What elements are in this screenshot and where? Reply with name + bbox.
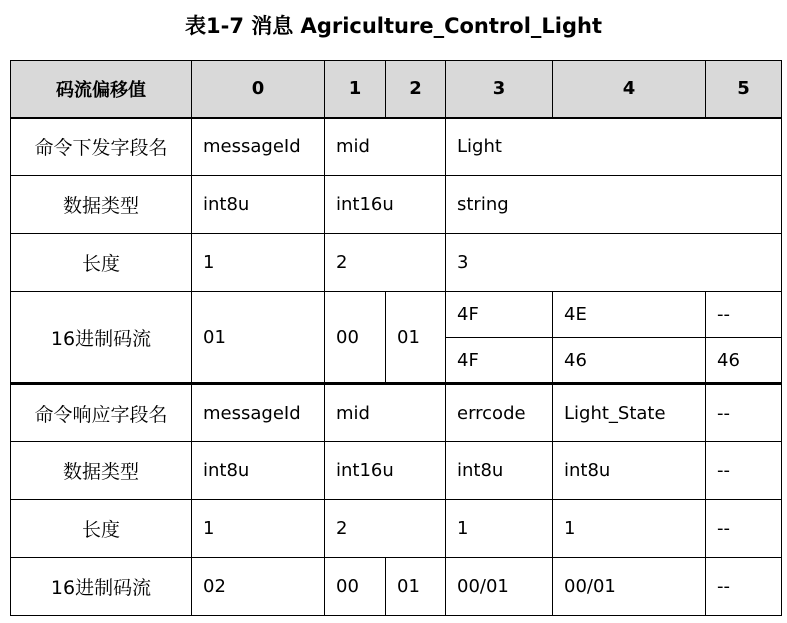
cell: 46	[706, 338, 782, 384]
response-field-row	[11, 384, 782, 442]
cell: errcode	[446, 384, 553, 442]
cell: 01	[192, 292, 325, 384]
row-label: 命令下发字段名	[11, 118, 192, 176]
cell: 3	[446, 234, 782, 292]
cell: 1	[192, 234, 325, 292]
response-type-row	[11, 442, 782, 500]
command-type-row	[11, 176, 782, 234]
cell: 2	[325, 500, 446, 558]
cell: Light	[446, 118, 782, 176]
cell: 2	[325, 234, 446, 292]
response-hex-row	[11, 558, 782, 616]
cell: messageId	[192, 384, 325, 442]
row-label: 长度	[11, 234, 192, 292]
cell: --	[706, 500, 782, 558]
cell: 46	[553, 338, 706, 384]
cell: --	[706, 384, 782, 442]
cell: 00/01	[553, 558, 706, 616]
message-table	[10, 60, 782, 616]
table-caption: 表1-7 消息 Agriculture_Control_Light	[185, 14, 602, 38]
cell: 4E	[553, 292, 706, 338]
header-offset-label: 码流偏移值	[11, 61, 192, 118]
cell: --	[706, 558, 782, 616]
command-field-row	[11, 118, 782, 176]
cell: 02	[192, 558, 325, 616]
cell: 4F	[446, 292, 553, 338]
response-length-row	[11, 500, 782, 558]
row-label: 数据类型	[11, 442, 192, 500]
cell: 00	[325, 292, 386, 384]
cell: mid	[325, 118, 446, 176]
cell: int8u	[553, 442, 706, 500]
header-row	[11, 61, 782, 118]
header-col-3: 3	[446, 61, 553, 118]
cell: int8u	[192, 176, 325, 234]
cell: int8u	[446, 442, 553, 500]
header-col-1: 1	[325, 61, 386, 118]
cell: 1	[192, 500, 325, 558]
cell: 00	[325, 558, 386, 616]
row-label: 长度	[11, 500, 192, 558]
cell: int8u	[192, 442, 325, 500]
cell: string	[446, 176, 782, 234]
header-col-5: 5	[706, 61, 782, 118]
row-label: 16进制码流	[11, 558, 192, 616]
header-col-0: 0	[192, 61, 325, 118]
command-hex-row-top	[11, 292, 782, 338]
command-length-row	[11, 234, 782, 292]
cell: 01	[386, 558, 446, 616]
cell: 1	[446, 500, 553, 558]
cell: 1	[553, 500, 706, 558]
cell: Light_State	[553, 384, 706, 442]
cell: --	[706, 442, 782, 500]
cell: int16u	[325, 442, 446, 500]
row-label: 命令响应字段名	[11, 384, 192, 442]
header-col-2: 2	[386, 61, 446, 118]
cell: messageId	[192, 118, 325, 176]
cell: 00/01	[446, 558, 553, 616]
row-label: 16进制码流	[11, 292, 192, 384]
header-col-4: 4	[553, 61, 706, 118]
cell: --	[706, 292, 782, 338]
row-label: 数据类型	[11, 176, 192, 234]
cell: int16u	[325, 176, 446, 234]
cell: 01	[386, 292, 446, 384]
cell: mid	[325, 384, 446, 442]
cell: 4F	[446, 338, 553, 384]
